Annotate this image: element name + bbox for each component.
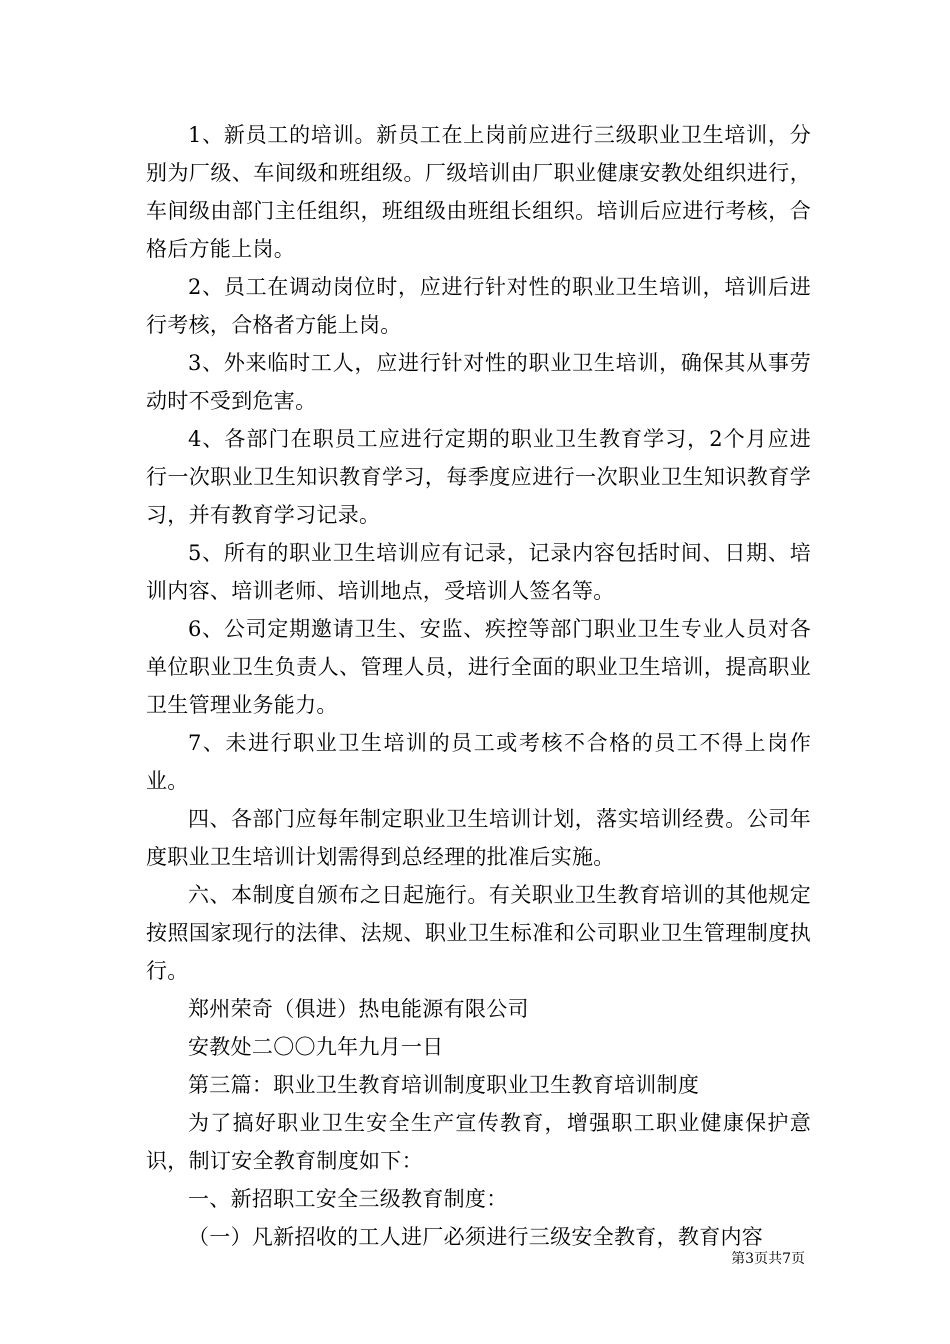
paragraph-section-six: 六、本制度自颁布之日起施行。有关职业卫生教育培训的其他规定按照国家现行的法律、法规、职业卫生标准和公司职业卫生管理制度执行。 (146, 883, 811, 983)
paragraph-periodic-study: 4、各部门在职员工应进行定期的职业卫生教育学习，2个月应进行一次职业卫生知识教育学习，每季度应进行一次职业卫生知识教育学习，并有教育学习记录。 (146, 427, 811, 527)
paragraph-no-training-no-post: 7、未进行职业卫生培训的员工或考核不合格的员工不得上岗作业。 (146, 731, 811, 793)
document-body (146, 116, 811, 1256)
issue-date: 安教处二〇〇九年九月一日 (188, 1035, 444, 1059)
paragraph-section-four: 四、各部门应每年制定职业卫生培训计划，落实培训经费。公司年度职业卫生培训计划需得到总经理的批准后实施。 (146, 807, 811, 869)
paragraph-new-employee-training: 1、新员工的培训。新员工在上岗前应进行三级职业卫生培训，分别为厂级、车间级和班组级。厂级培训由厂职业健康安教处组织进行，车间级由部门主任组织，班组级由班组长组织。培训后应进行考核，合格后方能上岗。 (146, 123, 811, 261)
company-name: 郑州荣奇（俱进）热电能源有限公司 (188, 997, 529, 1021)
paragraph-subsection-one: （一）凡新招收的工人进厂必须进行三级安全教育，教育内容 (188, 1225, 764, 1249)
page-number: 第3页共7页 (731, 1251, 805, 1267)
paragraph-intro: 为了搞好职业卫生安全生产宣传教育，增强职工职业健康保护意识，制订安全教育制度如下： (146, 1111, 811, 1173)
chapter-title: 第三篇：职业卫生教育培训制度职业卫生教育培训制度 (188, 1073, 700, 1097)
paragraph-expert-training: 6、公司定期邀请卫生、安监、疾控等部门职业卫生专业人员对各单位职业卫生负责人、管理人员，进行全面的职业卫生培训，提高职业卫生管理业务能力。 (146, 617, 811, 717)
paragraph-training-records: 5、所有的职业卫生培训应有记录，记录内容包括时间、日期、培训内容、培训老师、培训地点，受培训人签名等。 (146, 541, 811, 603)
paragraph-temporary-workers: 3、外来临时工人，应进行针对性的职业卫生培训，确保其从事劳动时不受到危害。 (146, 351, 811, 413)
paragraph-job-transfer-training: 2、员工在调动岗位时，应进行针对性的职业卫生培训，培训后进行考核，合格者方能上岗。 (146, 275, 811, 337)
section-heading-one: 一、新招职工安全三级教育制度： (188, 1187, 508, 1211)
